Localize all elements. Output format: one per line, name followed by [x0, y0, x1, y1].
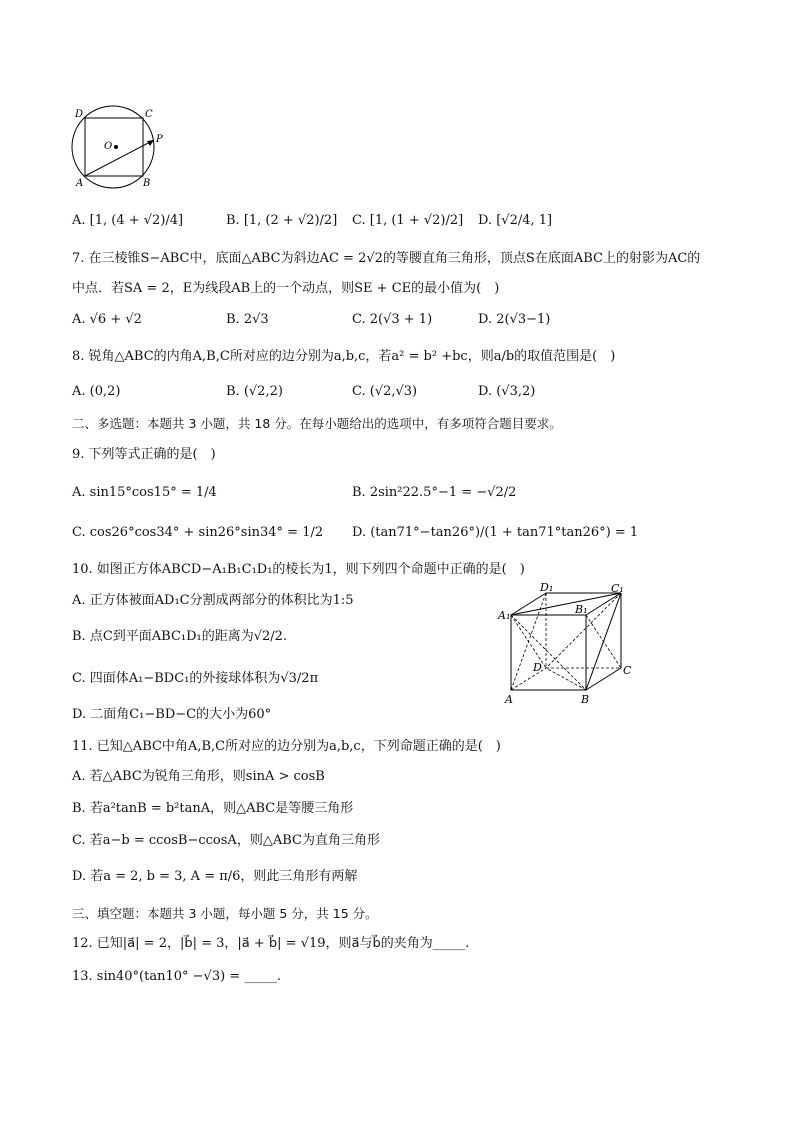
q10-option-c: C. 四面体A₁−BDC₁的外接球体积为√3/2π	[72, 671, 319, 686]
q11-option-a: A. 若△ABC为锐角三角形，则sinA > cosB	[72, 769, 325, 784]
cube-figure	[496, 582, 636, 706]
q9-option-d: D. (tan71°−tan26°)/(1 + tan71°tan26°) = 1	[352, 525, 639, 540]
q11-option-c: C. 若a−b = ccosB−ccosA，则△ABC为直角三角形	[72, 833, 380, 848]
q8-option-b: B. (√2,2)	[226, 384, 283, 399]
center-point	[114, 145, 118, 149]
diag-a1-c1	[511, 593, 621, 615]
diag-b-d	[546, 668, 586, 690]
q7-stem-line2: 中点．若SA = 2，E为线段AB上的一个动点，则SE + CE的最小值为( )	[72, 281, 500, 296]
label-o: O	[104, 141, 113, 152]
section2-title: 二、多选题：本题共 3 小题，共 18 分。在每小题给出的选项中，有多项符合题目要求。	[72, 416, 562, 431]
diag-a1-b	[511, 615, 586, 690]
cube-label-c: C	[623, 664, 632, 677]
q6-option-d: D. [√2/4, 1]	[478, 213, 553, 228]
q6-option-a: A. [1, (4 + √2)/4]	[72, 213, 184, 228]
cube-label-a: A	[505, 693, 513, 706]
q10-stem: 10. 如图正方体ABCD−A₁B₁C₁D₁的棱长为1，则下列四个命题中正确的是( )	[72, 562, 525, 577]
cube-label-c1: C₁	[611, 582, 624, 595]
q10-option-a: A. 正方体被面AD₁C分割成两部分的体积比为1:5	[72, 593, 354, 608]
cube-label-b: B	[581, 693, 590, 706]
q8-stem: 8. 锐角△ABC的内角A,B,C所对应的边分别为a,b,c，若a² = b² +bc，则a/b的取值范围是( )	[72, 349, 616, 364]
q6-option-c: C. [1, (1 + √2)/2]	[352, 213, 464, 228]
diag-d1-a	[511, 593, 546, 690]
q13-stem: 13. sin40°(tan10° −√3) = _____.	[72, 969, 281, 984]
q9-option-c: C. cos26°cos34° + sin26°sin34° = 1/2	[72, 525, 324, 540]
q8-option-d: D. (√3,2)	[478, 384, 536, 399]
label-c: C	[145, 109, 153, 120]
q7-option-d: D. 2(√3−1)	[478, 312, 551, 327]
q8-option-a: A. (0,2)	[72, 384, 121, 399]
circle-square-figure	[66, 104, 170, 190]
cube-label-d: D	[533, 661, 542, 674]
q8-option-c: C. (√2,√3)	[352, 384, 418, 399]
q11-option-d: D. 若a = 2, b = 3, A = π/6，则此三角形有两解	[72, 869, 358, 884]
cube-label-d1: D₁	[540, 582, 554, 594]
cube-label-b1: B₁	[575, 603, 588, 616]
q9-stem: 9. 下列等式正确的是( )	[72, 447, 216, 462]
edge-b-c	[586, 668, 621, 690]
q10-option-b: B. 点C到平面ABC₁D₁的距离为√2/2.	[72, 629, 288, 644]
q12-stem: 12. 已知|a⃗| = 2，|b⃗| = 3，|a⃗ + b⃗| = √19，则a⃗与b⃗的夹角为_____.	[72, 936, 470, 951]
q7-option-a: A. √6 + √2	[72, 312, 142, 327]
cube-label-a1: A₁	[498, 609, 511, 622]
q10-option-d: D. 二面角C₁−BD−C的大小为60°	[72, 707, 272, 722]
q7-stem-line1: 7. 在三棱锥S−ABC中，底面△ABC为斜边AC = 2√2的等腰直角三角形，顶点S在底面ABC上的射影为AC的	[72, 251, 701, 266]
label-a: A	[76, 178, 84, 189]
q11-stem: 11. 已知△ABC中角A,B,C所对应的边分别为a,b,c，下列命题正确的是( )	[72, 739, 501, 754]
label-d: D	[75, 109, 84, 120]
q7-option-b: B. 2√3	[226, 312, 269, 327]
q9-option-a: A. sin15°cos15° = 1/4	[72, 485, 217, 500]
section3-title: 三、填空题：本题共 3 小题，每小题 5 分，共 15 分。	[72, 906, 378, 921]
q9-option-b: B. 2sin²22.5°−1 = −√2/2	[352, 485, 517, 500]
q11-option-b: B. 若a²tanB = b²tanA，则△ABC是等腰三角形	[72, 801, 354, 816]
label-p: P	[156, 134, 163, 145]
label-b: B	[143, 178, 151, 189]
q6-option-b: B. [1, (2 + √2)/2]	[226, 213, 338, 228]
q7-option-c: C. 2(√3 + 1)	[352, 312, 433, 327]
vector-ap	[85, 140, 154, 176]
